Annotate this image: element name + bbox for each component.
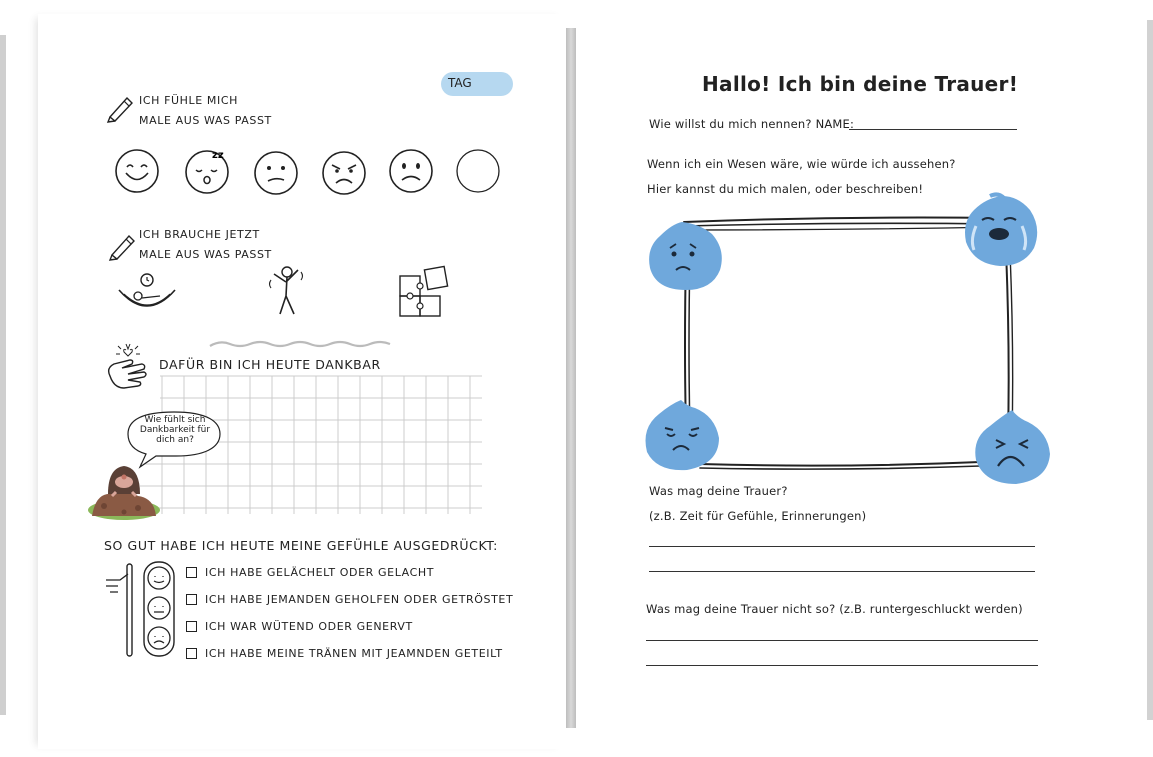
dislikes-answer-line[interactable] <box>646 665 1038 666</box>
hammock-rest-icon[interactable] <box>116 272 178 316</box>
likes-hint: (z.B. Zeit für Gefühle, Erinnerungen) <box>649 509 867 523</box>
book-edge-right <box>1147 20 1153 720</box>
angry-face-icon[interactable] <box>321 150 367 196</box>
teardrop-crying-icon <box>962 192 1040 268</box>
happy-face-icon[interactable] <box>114 148 160 194</box>
sad-face-icon[interactable] <box>388 148 434 194</box>
likes-question: Was mag deine Trauer? <box>649 484 788 498</box>
need-subheading: MALE AUS WAS PASST <box>139 248 272 261</box>
checklist-label: ICH WAR WÜTEND ODER GENERVT <box>205 620 413 633</box>
teardrop-worried-icon <box>643 398 721 472</box>
checkbox[interactable] <box>186 621 197 632</box>
speech-bubble-text: Wie fühlt sich Dankbarkeit für dich an? <box>139 415 211 445</box>
empty-circle-icon[interactable] <box>455 148 501 194</box>
expressed-heading: SO GUT HABE ICH HEUTE MEINE GEFÜHLE AUSGEDRÜCKT: <box>104 538 498 553</box>
dislikes-answer-line[interactable] <box>646 640 1038 641</box>
checklist-label: ICH HABE GELÄCHELT ODER GELACHT <box>205 566 435 579</box>
name-prompt: Wie willst du mich nennen? NAME: <box>649 117 855 131</box>
tag-date-badge[interactable]: TAG <box>441 72 513 96</box>
grateful-heading: DAFÜR BIN ICH HEUTE DANKBAR <box>159 357 381 372</box>
checklist-label: ICH HABE MEINE TRÄNEN MIT JEAMNDEN GETEILT <box>205 647 503 660</box>
teardrop-sad-icon <box>646 220 724 292</box>
checklist-item[interactable] <box>186 620 413 633</box>
likes-answer-line[interactable] <box>649 571 1035 572</box>
checkbox[interactable] <box>186 594 197 605</box>
confused-face-icon[interactable] <box>253 150 299 196</box>
feelings-scale-icon <box>104 560 180 660</box>
checkbox[interactable] <box>186 648 197 659</box>
checklist-item[interactable] <box>186 566 434 579</box>
need-heading: ICH BRAUCHE JETZT <box>139 228 260 241</box>
feel-heading: ICH FÜHLE MICH <box>139 94 239 107</box>
wavy-divider <box>210 338 390 350</box>
dancing-person-icon[interactable] <box>268 264 308 318</box>
book-edge-left <box>0 35 6 715</box>
checklist-label: ICH HABE JEMANDEN GEHOLFEN ODER GETRÖSTET <box>205 593 514 606</box>
page-title: Hallo! Ich bin deine Trauer! <box>702 72 1019 96</box>
sleepy-face-icon[interactable] <box>184 148 230 194</box>
checklist-item[interactable] <box>186 593 513 606</box>
likes-answer-line[interactable] <box>649 546 1035 547</box>
teardrop-upset-icon <box>972 408 1052 486</box>
look-question: Wenn ich ein Wesen wäre, wie würde ich aussehen? <box>647 157 956 171</box>
feel-subheading: MALE AUS WAS PASST <box>139 114 272 127</box>
book-spine <box>566 28 576 728</box>
checklist-item[interactable] <box>186 647 503 660</box>
checkbox[interactable] <box>186 567 197 578</box>
look-instruction: Hier kannst du mich malen, oder beschreiben! <box>647 182 924 196</box>
pencil-icon <box>108 230 136 260</box>
mole-icon <box>86 458 162 522</box>
name-input-line[interactable] <box>849 129 1017 130</box>
dislikes-question: Was mag deine Trauer nicht so? (z.B. runtergeschluckt werden) <box>646 602 1023 616</box>
svg-text:zz: zz <box>212 150 224 161</box>
puzzle-icon[interactable] <box>398 264 450 318</box>
pencil-icon <box>106 92 134 122</box>
